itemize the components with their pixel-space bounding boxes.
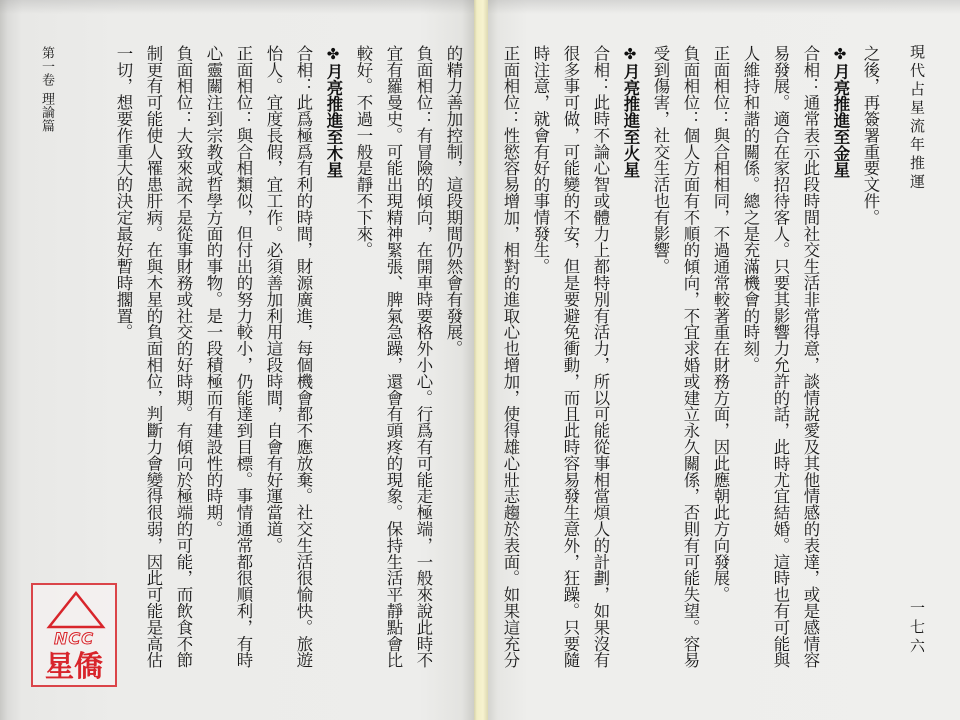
body-line: 心靈關注到宗教或哲學方面的事物。是一段積極而有建設性的時期。	[204, 45, 223, 537]
body-line: 正面相位：與合相相同，不過通常較著重在財務方面，因此應朝此方向發展。	[711, 45, 730, 603]
body-line: 的精力善加控制，這段期間仍然會有發展。	[444, 45, 463, 357]
body-line: 受到傷害，社交生活也有影響。	[651, 45, 670, 275]
body-line: 很多事可做，可能變的不安，但是要避免衝動，而且此時容易發生意外，狂躁。只要隨	[561, 45, 580, 669]
body-line: 人維持和諧的關係。總之是充滿機會的時刻。	[741, 45, 760, 373]
body-line: 負面相位：個人方面有不順的傾向，不宜求婚或建立永久關係，否則有可能失望。容易	[681, 45, 700, 669]
right-text-block	[495, 45, 885, 685]
body-line: 負面相位：大致來說不是從事財務或社交的好時期。有傾向於極端的可能，而飲食不節	[174, 45, 193, 669]
body-line: 正面相位：與合相類似，但付出的努力較小，仍能達到目標。事情通常都很順利，有時	[234, 45, 253, 669]
body-line: 易發展。適合在家招待客人。只要其影響力允許的話，此時尤宜結婚。這時也有可能與	[771, 45, 790, 669]
body-line: 合相：通常表示此段時間社交生活非常得意，談情說愛及其他情感的表達，或是感情容	[801, 45, 820, 669]
body-line: 正面相位：性慾容易增加，相對的進取心也增加，使得雄心壯志趨於表面。如果這充分	[501, 45, 520, 669]
ncc-logo	[31, 583, 117, 687]
fleuron-icon	[831, 45, 850, 63]
running-head-part: 理論篇	[39, 92, 54, 133]
triangle-icon	[46, 590, 106, 630]
section-heading	[825, 45, 855, 685]
body-line: 怡人。宜度長假，宜工作。必須善加利用這段時間，自會有好運當道。	[264, 45, 283, 554]
fleuron-icon	[621, 45, 640, 63]
body-line: 合相：此爲極爲有利的時間，財源廣進，每個機會都不應放棄。社交生活很愉快。旅遊	[294, 45, 313, 669]
section-heading	[615, 45, 645, 685]
section-heading-text: 月亮推進至火星	[621, 63, 640, 178]
body-line: 負面相位：有冒險的傾向，在開車時要格外小心。行爲有可能走極端，一般來說此時不	[414, 45, 433, 669]
logo-mark: NCC	[54, 629, 94, 648]
section-heading-text: 月亮推進至木星	[324, 63, 343, 178]
logo-name: 星僑	[44, 649, 103, 683]
section-heading	[318, 45, 348, 685]
book-gutter	[474, 0, 488, 720]
fleuron-icon	[324, 45, 343, 63]
running-head-title: 現代占星流年推運	[908, 44, 926, 192]
right-page	[488, 0, 960, 720]
left-page	[0, 0, 474, 720]
body-line: 較好。不過一般是靜不下來。	[354, 45, 373, 259]
body-line: 宜有羅曼史。可能出現精神緊張、脾氣急躁，還會有頭疼的現象。保持生活平靜點會比	[384, 45, 403, 669]
page-number: 一七六	[908, 600, 926, 657]
body-line: 合相：此時不論心智或體力上都特別有活力，所以可能從事相當煩人的計劃，如果沒有	[591, 45, 610, 669]
body-line: 之後，再簽署重要文件。	[861, 45, 880, 226]
body-line: 一切，想要作重大的決定最好暫時擱置。	[114, 45, 133, 341]
section-heading-text: 月亮推進至金星	[831, 63, 850, 178]
body-line: 制更有可能使人罹患肝病。在與木星的負面相位，判斷力會變得很弱，因此可能是高估	[144, 45, 163, 669]
left-text-block	[108, 45, 468, 685]
body-line: 時注意，就會有好的事情發生。	[531, 45, 550, 275]
running-head-volume: 第一卷	[39, 46, 54, 87]
